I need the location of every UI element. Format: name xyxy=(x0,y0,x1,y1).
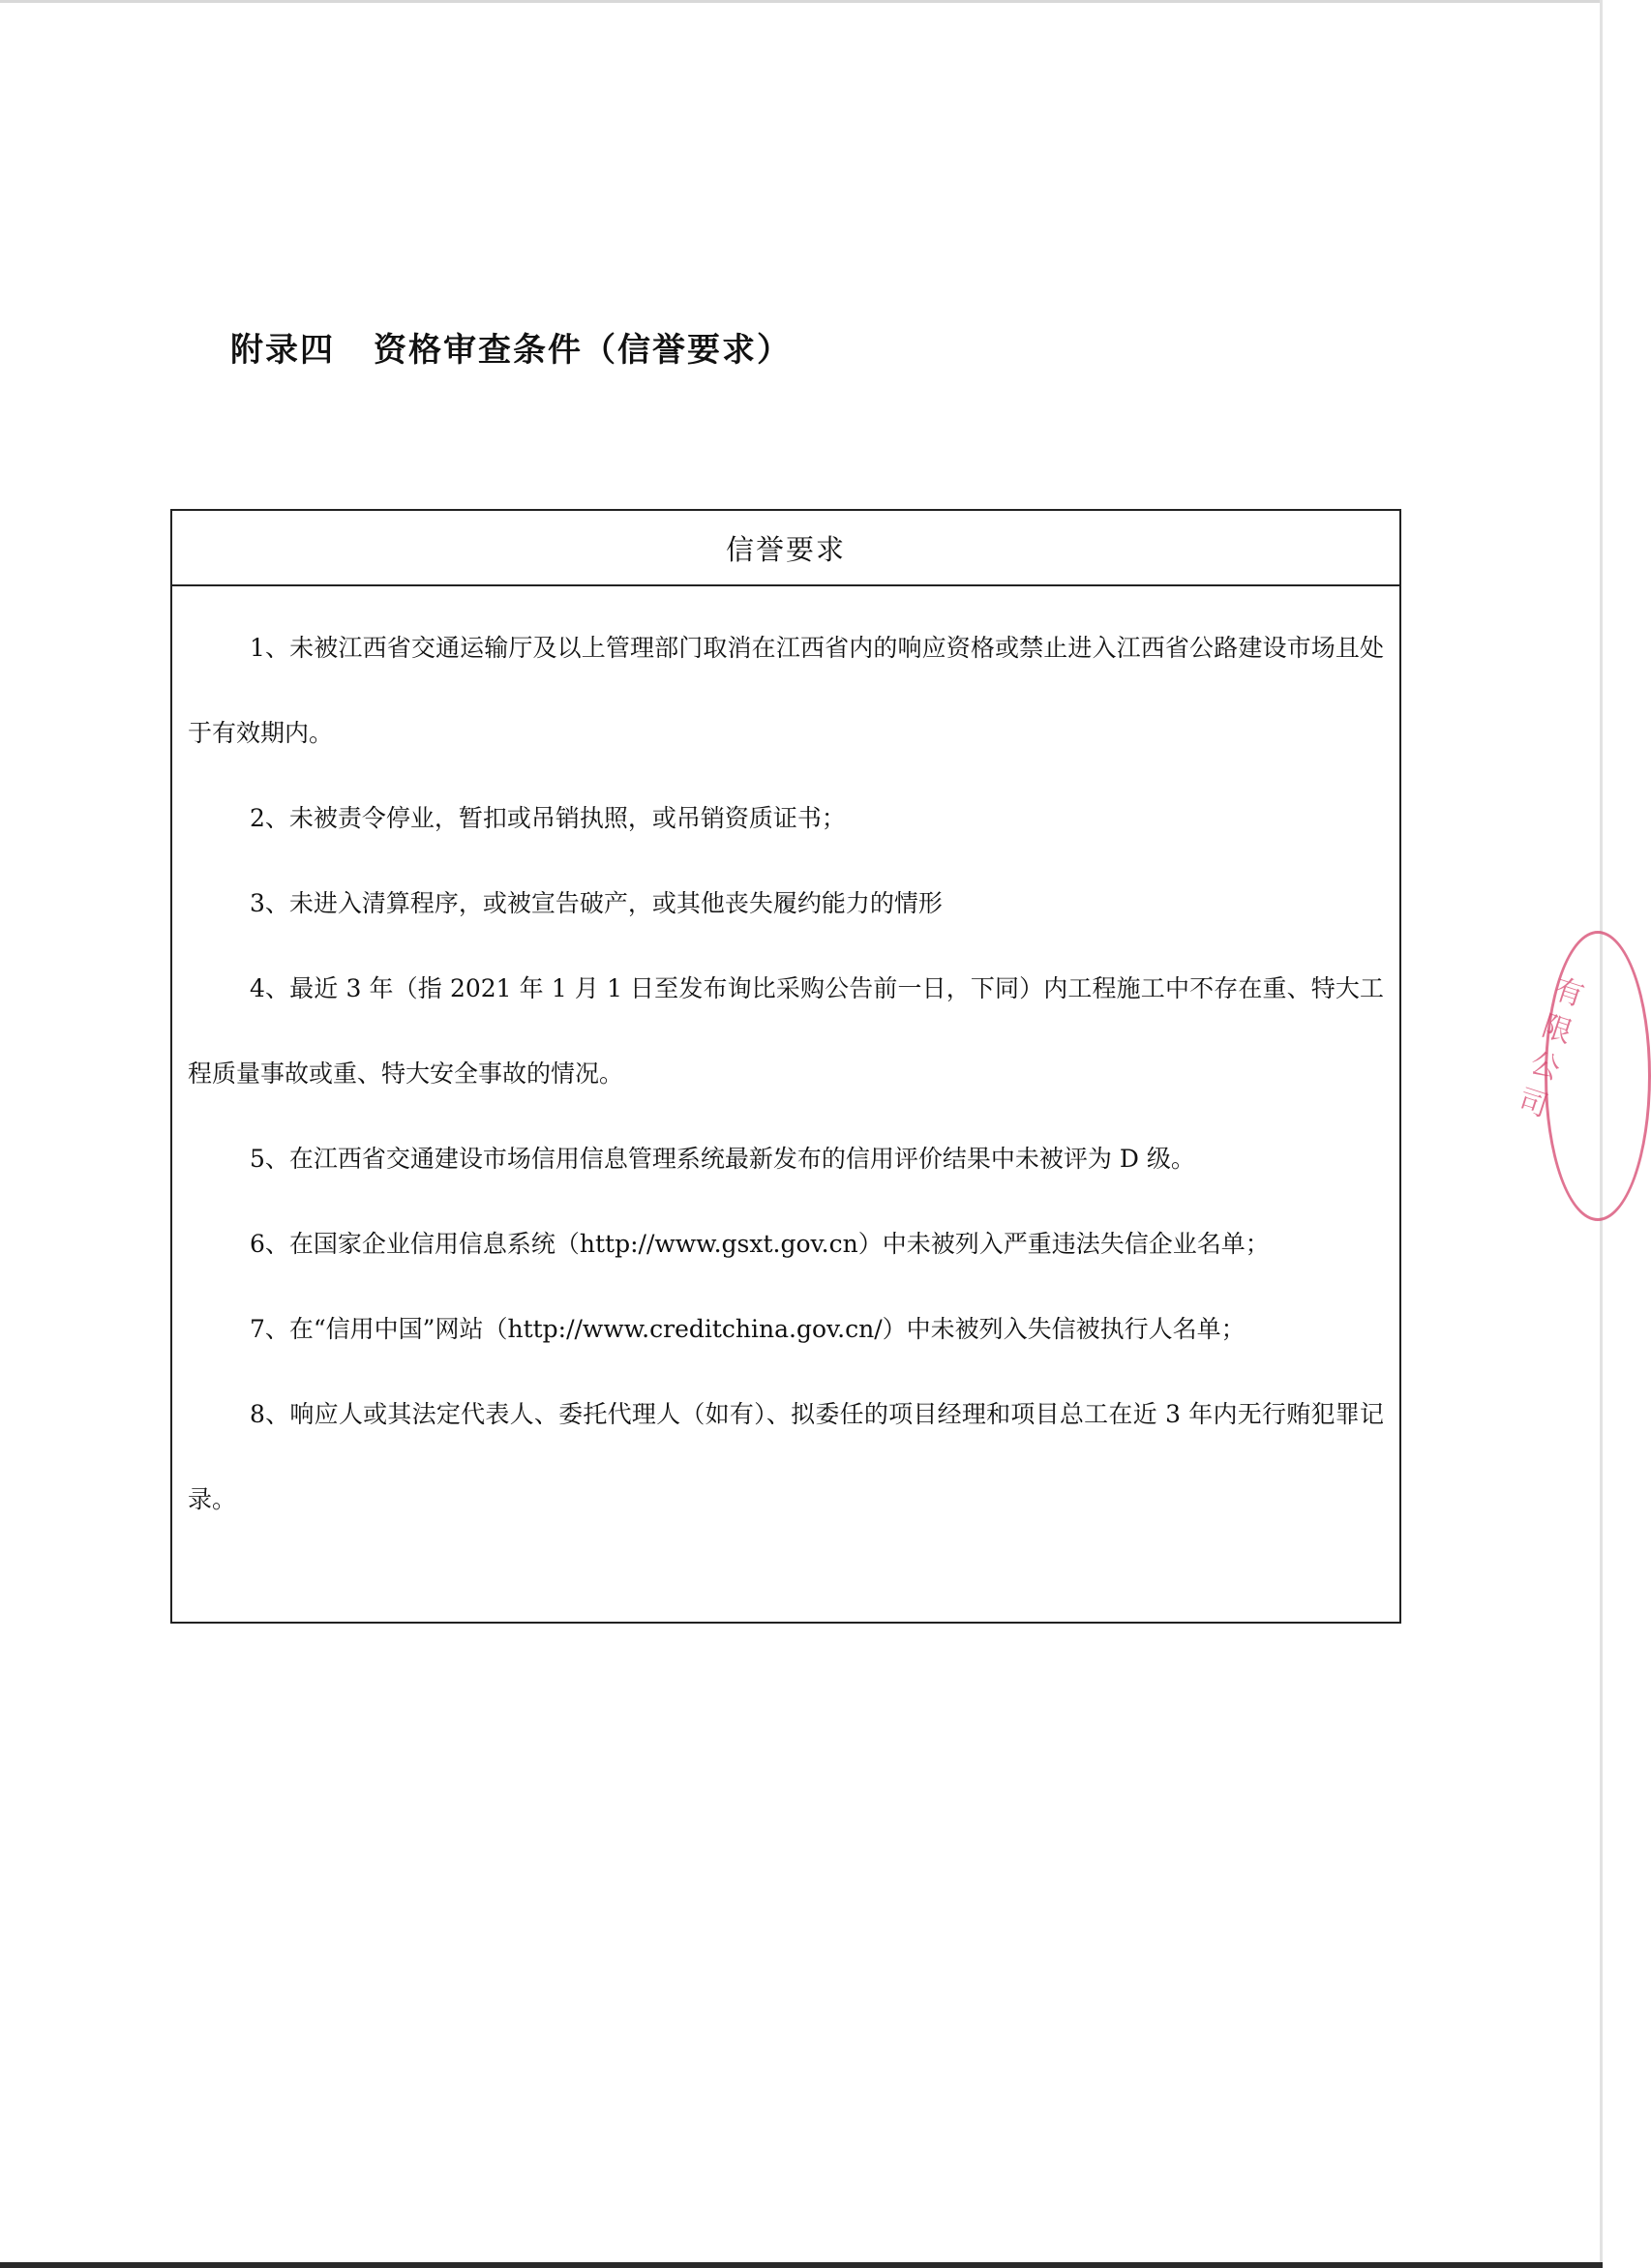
company-seal-stamp xyxy=(1514,931,1651,1221)
requirement-item-6: 6、在国家企业信用信息系统（http://www.gsxt.gov.cn）中未被列入严重违法失信企业名单； xyxy=(250,1230,1270,1258)
requirements-table xyxy=(170,509,1401,1624)
seal-text: 有限公司 xyxy=(1514,971,1588,1124)
requirement-item-7: 7、在“信用中国”网站（http://www.creditchina.gov.cn/）中未被列入失信被执行人名单； xyxy=(250,1315,1246,1343)
page-title xyxy=(230,323,792,371)
table-header: 信誉要求 xyxy=(172,511,1399,586)
requirement-item-5: 5、在江西省交通建设市场信用信息管理系统最新发布的信用评价结果中未被评为 D 级。 xyxy=(250,1145,1195,1173)
requirement-item-4: 4、最近 3 年（指 2021 年 1 月 1 日至发布询比采购公告前一日，下同）内工程施工中不存在重、特大工程质量事故或重、特大安全事故的情况。 xyxy=(188,974,1384,1088)
appendix-label: 附录四 xyxy=(230,331,335,370)
requirement-item-3: 3、未进入清算程序，或被宣告破产，或其他丧失履约能力的情形 xyxy=(250,889,943,917)
requirement-item-1: 1、未被江西省交通运输厅及以上管理部门取消在江西省内的响应资格或禁止进入江西省公路建设市场且处于有效期内。 xyxy=(188,634,1384,747)
scan-edge-top xyxy=(0,0,1603,3)
table-body xyxy=(172,586,1399,1542)
title-text: 资格审查条件（信誉要求） xyxy=(374,331,792,370)
requirement-item-2: 2、未被责令停业，暂扣或吊销执照，或吊销资质证书； xyxy=(250,804,846,832)
requirement-item-8: 8、响应人或其法定代表人、委托代理人（如有）、拟委任的项目经理和项目总工在近 3 年内无行贿犯罪记录。 xyxy=(188,1400,1384,1513)
scan-edge-bottom xyxy=(0,2262,1603,2268)
